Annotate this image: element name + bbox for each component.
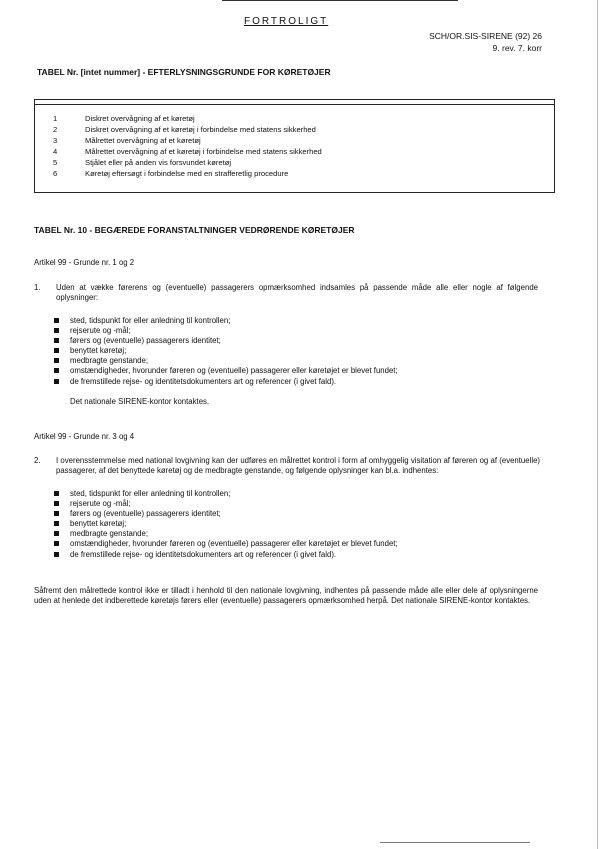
row-number: 6 (53, 169, 58, 178)
table-row (35, 136, 554, 147)
list-item-text: rejserute og -mål; (70, 499, 131, 509)
scan-bottom-mark (380, 842, 530, 843)
row-number: 3 (53, 136, 58, 145)
bullet-icon (54, 521, 59, 526)
section2-list (52, 489, 398, 560)
list-item-text: førers og (eventuelle) passagerers identitet; (70, 336, 221, 346)
section1-intro: Uden at vække førerens og (eventuelle) passagerers opmærksomhed indsamles på passende måde alle eller nogle af følgende oplysninger: (56, 283, 538, 302)
list-item (52, 550, 398, 560)
table10-title: TABEL Nr. 10 - BEGÆREDE FORANSTALTNINGER VEDRØRENDE KØRETØJER (34, 225, 355, 235)
list-item (52, 336, 398, 346)
row-text: Diskret overvågning af et køretøj i forbindelse med statens sikkerhed (85, 125, 316, 134)
section2-closing: Såfremt den målrettede kontrol ikke er tilladt i henhold til den nationale lovgivning, indhentes på passende måde alle eller dele af oplysningerne uden at henlede det indberettede køretøjs førers eller (eventuelle) passagerers opmærksomhed herpå. Det nationale SIRENE-kontor kontaktes. (34, 586, 538, 605)
table-row (35, 114, 554, 125)
bullet-icon (54, 501, 59, 506)
bullet-icon (54, 358, 59, 363)
table1-title: TABEL Nr. [intet nummer] - EFTERLYSNINGSGRUNDE FOR KØRETØJER (37, 67, 331, 77)
row-number: 5 (53, 158, 58, 167)
section1-list (52, 316, 398, 387)
section2-intro: I overensstemmelse med national lovgivning kan der udføres en målrettet kontrol i form af omhyggelig visitation af føreren og af (eventuelle) passagerer, af det benyttede køretøj og de medbragte genstande, og følgende oplysninger kan bl.a. indhentes: (56, 456, 540, 475)
section2-heading: Artikel 99 - Grunde nr. 3 og 4 (34, 432, 135, 441)
list-item-text: benyttet køretøj; (70, 519, 127, 529)
list-item-text: medbragte genstande; (70, 529, 149, 539)
list-item (52, 489, 398, 499)
row-number: 1 (53, 114, 58, 123)
revision-note: 9. rev. 7. korr (492, 43, 542, 53)
reasons-table (34, 99, 555, 193)
bullet-icon (54, 541, 59, 546)
list-item (52, 316, 398, 326)
list-item-text: sted, tidspunkt for eller anledning til kontrollen; (70, 489, 231, 498)
scan-top-line (222, 0, 458, 1)
list-item-text: førers og (eventuelle) passagerers identitet; (70, 509, 221, 519)
bullet-icon (54, 531, 59, 536)
list-item (52, 377, 398, 387)
list-item (52, 326, 398, 336)
section1-number: 1. (34, 283, 41, 292)
table-row (35, 169, 554, 180)
reference-code: SCH/OR.SIS-SIRENE (92) 26 (429, 31, 542, 41)
row-text: Målrettet overvågning af et køretøj (85, 136, 201, 145)
list-item-text: medbragte genstande; (70, 356, 149, 366)
table-row (35, 125, 554, 136)
document-reference (429, 30, 542, 54)
list-item (52, 346, 398, 356)
row-text: Diskret overvågning af et køretøj (85, 114, 195, 123)
row-number: 4 (53, 147, 58, 156)
list-item (52, 499, 398, 509)
section1-closing: Det nationale SIRENE-kontor kontaktes. (70, 397, 210, 406)
list-item (52, 519, 398, 529)
bullet-icon (54, 328, 59, 333)
list-item (52, 356, 398, 366)
list-item-text: sted, tidspunkt for eller anledning til kontrollen; (70, 316, 231, 325)
section1-heading: Artikel 99 - Grunde nr. 1 og 2 (34, 258, 135, 267)
list-item (52, 539, 398, 549)
scan-edge-line (597, 0, 598, 849)
list-item (52, 366, 398, 376)
bullet-icon (54, 552, 59, 557)
row-text: Målrettet overvågning af et køretøj i forbindelse med statens sikkerhed (85, 147, 322, 156)
row-text: Stjålet eller på anden vis forsvundet køretøj (85, 158, 232, 167)
list-item-text: de fremstillede rejse- og identitetsdokumenters art og referencer (i givet fald). (70, 376, 337, 386)
list-item (52, 529, 398, 539)
bullet-icon (54, 379, 59, 384)
bullet-icon (54, 348, 59, 353)
list-item-text: omstændigheder, hvorunder føreren og (eventuelle) passagerer eller køretøjet er blevet fundet; (70, 539, 398, 549)
bullet-icon (54, 491, 59, 496)
bullet-icon (54, 368, 59, 373)
table-header-rule (35, 104, 554, 105)
list-item-text: de fremstillede rejse- og identitetsdokumenters art og referencer (i givet fald). (70, 549, 337, 559)
table-row (35, 158, 554, 169)
list-item (52, 509, 398, 519)
list-item-text: rejserute og -mål; (70, 326, 131, 336)
row-text: Køretøj eftersøgt i forbindelse med en strafferetlig procedure (85, 169, 289, 178)
bullet-icon (54, 338, 59, 343)
bullet-icon (54, 511, 59, 516)
list-item-text: benyttet køretøj; (70, 346, 127, 356)
table-row (35, 147, 554, 158)
classification-header: FORTROLIGT (244, 16, 329, 27)
list-item-text: omstændigheder, hvorunder føreren og (eventuelle) passagerer eller køretøjet er blevet fundet; (70, 366, 398, 376)
bullet-icon (54, 318, 59, 323)
row-number: 2 (53, 125, 58, 134)
section2-number: 2. (34, 456, 41, 465)
